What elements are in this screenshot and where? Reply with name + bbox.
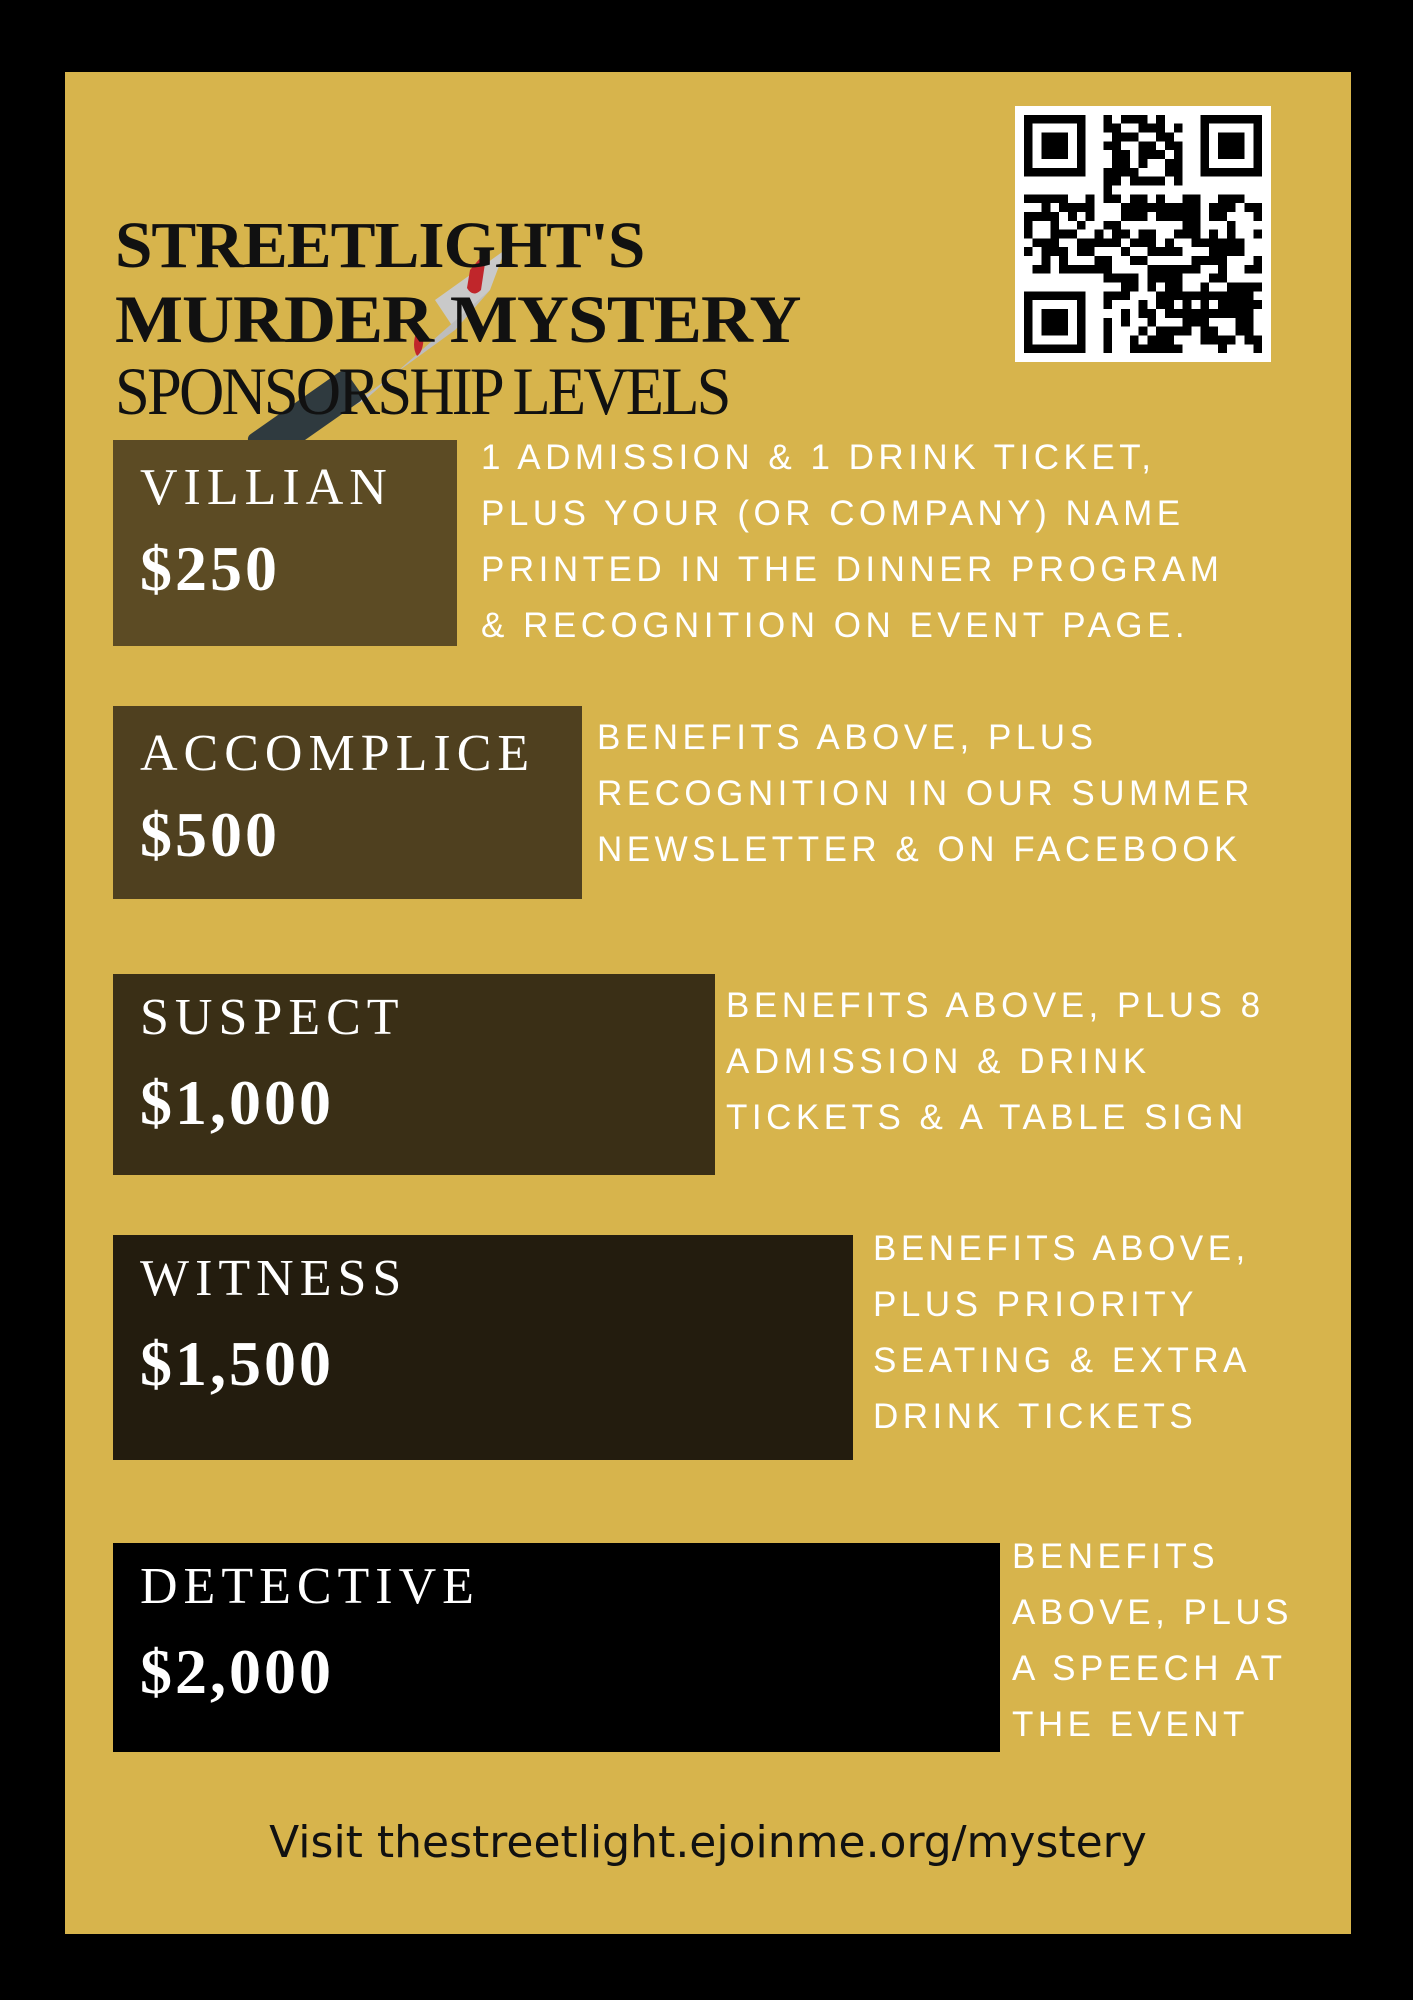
tier-price: $250 [140, 533, 280, 604]
tier-box [113, 1543, 1000, 1752]
tier-benefits [481, 430, 1223, 654]
benefit-line: 1 ADMISSION & 1 DRINK TICKET, [481, 438, 1156, 477]
benefit-line: PRINTED IN THE DINNER PROGRAM [481, 550, 1224, 589]
sponsorship-poster [65, 72, 1351, 1934]
title-line-2: MURDER MYSTERY [115, 281, 801, 357]
tier-name: DETECTIVE [140, 1558, 480, 1615]
benefit-line: THE EVENT [1012, 1705, 1249, 1744]
benefit-line: PLUS PRIORITY [873, 1285, 1198, 1324]
benefit-line: PLUS YOUR (OR COMPANY) NAME [481, 494, 1185, 533]
benefit-line: SEATING & EXTRA [873, 1341, 1252, 1380]
footer-url[interactable]: Visit thestreetlight.ejoinme.org/mystery [269, 1817, 1147, 1868]
tier-box [113, 440, 457, 646]
benefit-line: DRINK TICKETS [873, 1397, 1198, 1436]
benefit-line: BENEFITS ABOVE, [873, 1229, 1250, 1268]
benefit-line: RECOGNITION IN OUR SUMMER [597, 774, 1254, 813]
tier-box [113, 1235, 853, 1460]
tier-name: VILLIAN [140, 459, 393, 516]
tier-benefits [1012, 1529, 1293, 1753]
tier-price: $500 [140, 799, 280, 870]
tier-name: SUSPECT [140, 989, 405, 1046]
tier-benefits [597, 710, 1254, 878]
benefit-line: BENEFITS ABOVE, PLUS 8 [726, 986, 1265, 1025]
tier-name: WITNESS [140, 1250, 408, 1307]
benefit-line: TICKETS & A TABLE SIGN [726, 1098, 1248, 1137]
tier-box [113, 706, 582, 899]
benefit-line: BENEFITS ABOVE, PLUS [597, 718, 1098, 757]
tier-box [113, 974, 715, 1175]
benefit-line: BENEFITS [1012, 1537, 1220, 1576]
qr-code-icon[interactable] [1015, 106, 1271, 362]
benefit-line: ADMISSION & DRINK [726, 1042, 1151, 1081]
title-line-1: STREETLIGHT'S [115, 209, 645, 282]
tier-benefits [726, 978, 1265, 1146]
tier-price: $1,000 [140, 1067, 334, 1138]
tier-price: $1,500 [140, 1328, 334, 1399]
title-block [115, 132, 895, 432]
tier-price: $2,000 [140, 1636, 334, 1707]
tier-name: ACCOMPLICE [140, 725, 536, 782]
benefit-line: A SPEECH AT [1012, 1649, 1287, 1688]
tier-benefits [873, 1221, 1251, 1445]
benefit-line: NEWSLETTER & ON FACEBOOK [597, 830, 1242, 869]
title-line-3: SPONSORSHIP LEVELS [115, 353, 729, 429]
benefit-line: & RECOGNITION ON EVENT PAGE. [481, 606, 1190, 645]
benefit-line: ABOVE, PLUS [1012, 1593, 1293, 1632]
